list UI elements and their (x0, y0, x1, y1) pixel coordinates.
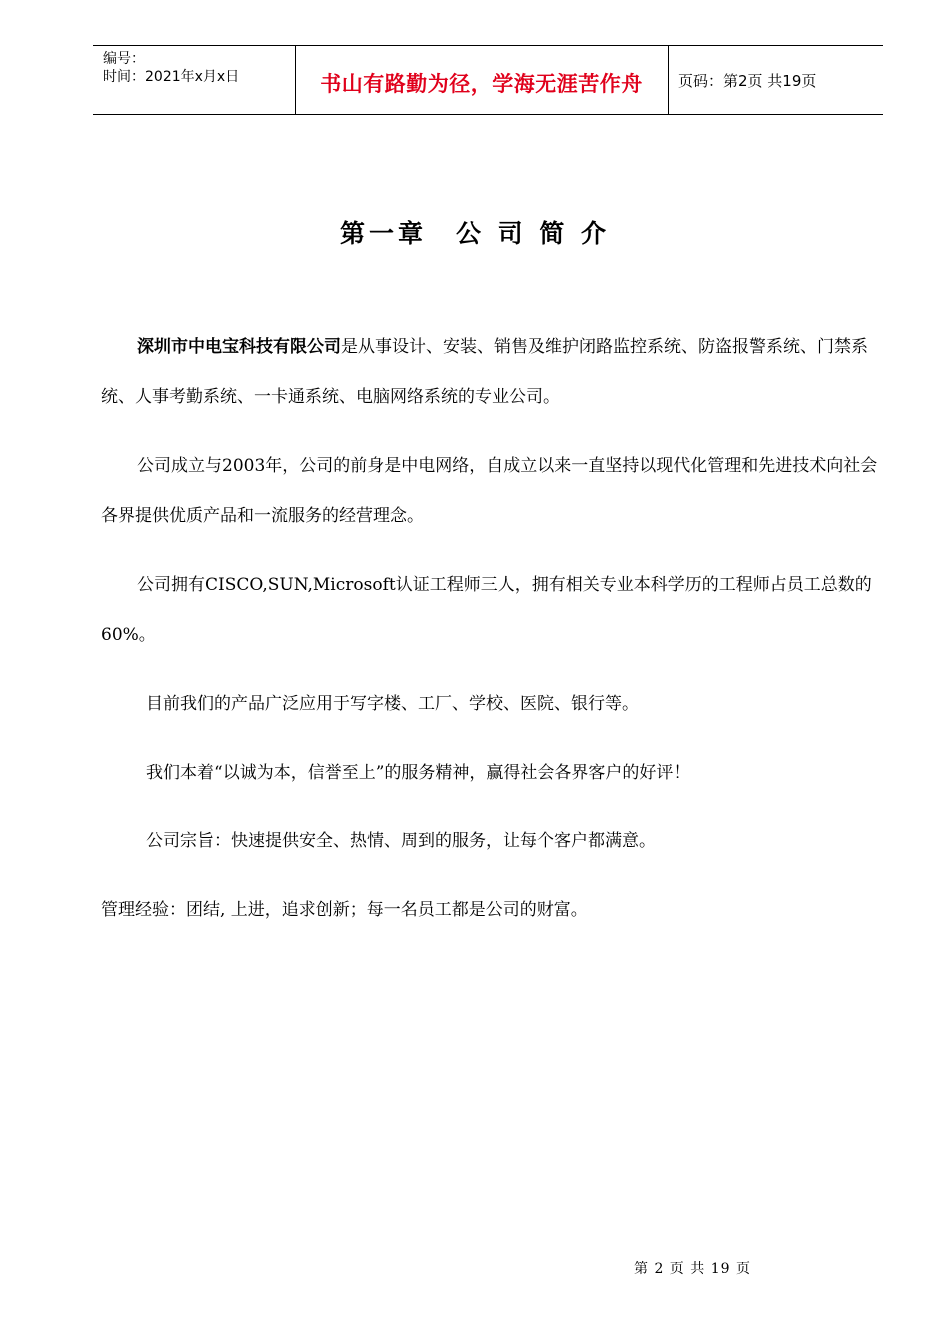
page-header (93, 45, 883, 115)
paragraph-products: 目前我们的产品广泛应用于写字楼、工厂、学校、医院、银行等。 (146, 694, 639, 714)
company-name: 深圳市中电宝科技有限公司 (137, 337, 341, 357)
paragraph-engineers: 公司拥有CISCO,SUN,Microsoft认证工程师三人，拥有相关专业本科学历的工程师占员工总数的60%。 (101, 575, 872, 645)
chapter-title: 第一章 公 司 简 介 (339, 219, 611, 248)
header-meta-cell (93, 46, 296, 114)
document-time-label: 时间：2021年x月x日 (103, 69, 240, 85)
company-intro-text: 是从事设计、安装、销售及维护闭路监控系统、防盗报警系统、门禁系统、人事考勤系统、一卡通系统、电脑网络系统的专业公司。 (101, 337, 868, 407)
page-footer: 第 2 页 共 19 页 (634, 1261, 751, 1277)
paragraph-history: 公司成立与2003年，公司的前身是中电网络，自成立以来一直坚持以现代化管理和先进技术向社会各界提供优质产品和一流服务的经营理念。 (101, 456, 878, 526)
header-motto-cell (295, 46, 669, 114)
header-motto: 书山有路勤为径，学海无涯苦作舟 (320, 72, 643, 96)
paragraph-company-purpose: 公司宗旨：快速提供安全、热情、周到的服务，让每个客户都满意。 (146, 831, 656, 851)
header-page-cell (668, 46, 883, 114)
paragraph-management: 管理经验：团结, 上进，追求创新；每一名员工都是公司的财富。 (101, 900, 588, 920)
header-page-info: 页码：第2页 共19页 (678, 72, 817, 90)
document-number-label: 编号： (103, 51, 145, 67)
paragraph-company-intro (101, 322, 881, 422)
paragraph-service-spirit: 我们本着“以诚为本，信誉至上”的服务精神，赢得社会各界客户的好评！ (146, 763, 691, 783)
